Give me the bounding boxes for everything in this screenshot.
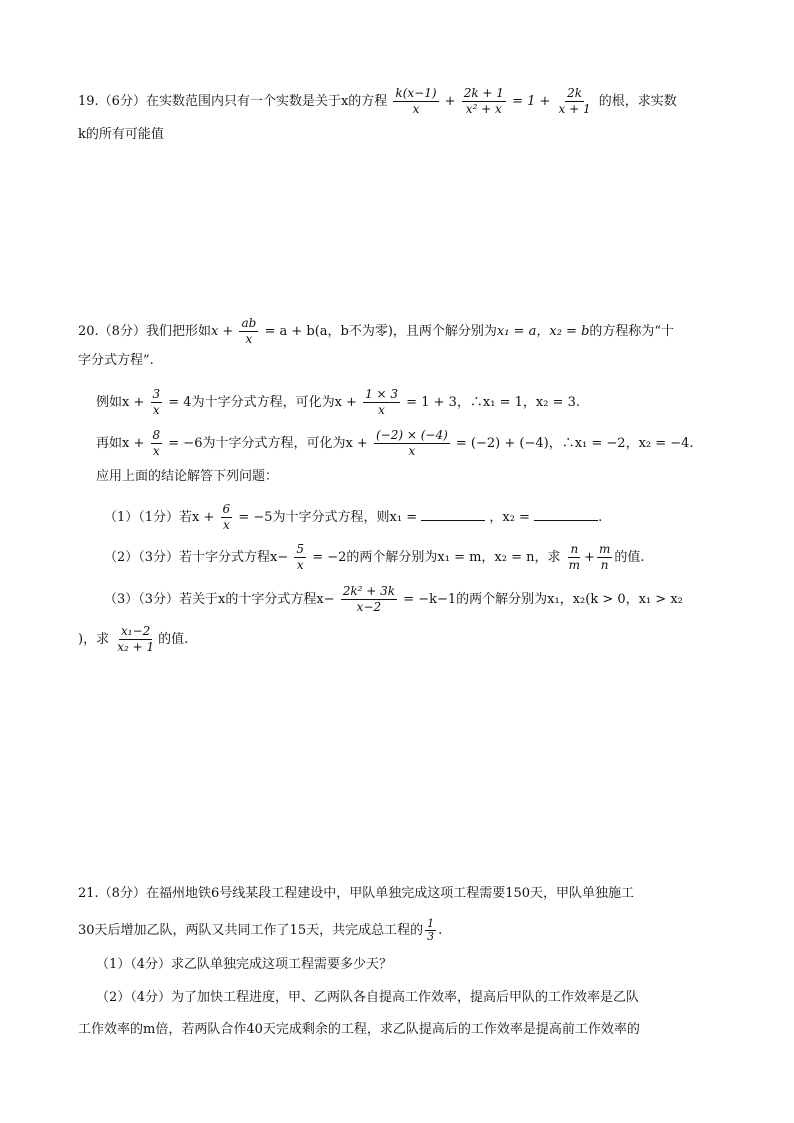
q20-p1-fraction: $\frac{6}{x}$ [222,502,231,532]
q20-head: 20.（8分）我们把形如 [78,324,211,339]
q21-line1: 21.（8分）在福州地铁6号线某段工程建设中，甲队单独完成这项工程需要150天，甲队单独施工 [78,886,635,901]
q20-def-solutions: x₁ = a，x₂ = b [496,324,590,339]
q19-tail: 的根，求实数 [598,94,677,109]
q21-line2 [78,918,442,943]
q21-part-2-line1: （2）（4分）为了加快工程进度，甲、乙两队各自提高工作效率，提高后甲队的工作效率是乙队 [96,990,640,1005]
q20-p1-a: （1）（1分）若x + [104,510,215,525]
q20-p2-plus: + [584,550,595,565]
q20-p2-b: = −2的两个解分别为x₁ = m，x₂ = n，求 [312,550,561,565]
q21-fraction: $\frac{1}{3}$ [427,917,435,943]
q20-def-rest: = a + b(a，b不为零)，且两个解分别为 [264,324,497,339]
q20-part-2 [104,542,644,573]
q20-ex2-fraction: $\frac{8}{x}$ [152,428,161,458]
q20-ex1-b: = 4为十字分式方程，可化为x + [168,395,357,410]
q20-ex2-c: = (−2) + (−4)，∴x₁ = −2，x₂ = −4. [455,436,694,451]
q19-plus: + [444,94,456,109]
q20-part-3 [104,584,683,615]
q20-p3-fraction: $\frac{\text{2k² + 3k}}{x-2}$ [342,584,396,614]
q19-equals: = 1 + [512,94,551,109]
q19-fraction-3: $\frac{2k}{x + 1}$ [558,86,591,116]
q20-p2-fraction-3: $\frac{m}{n}$ [598,542,611,572]
q21-part-2-line2: 工作效率的m倍，若两队合作40天完成剩余的工程，求乙队提高后的工作效率是提高前工作效率的 [78,1022,640,1037]
q20-p2-fraction-2: $\frac{n}{m}$ [568,542,581,572]
q20-apply: 应用上面的结论解答下列问题： [96,469,279,484]
q20-p3-a: （3）（3分）若关于x的十字分式方程x− [104,592,335,607]
q20-p3-b: = −k−1的两个解分别为x₁，x₂(k > 0，x₁ > x₂ [403,592,683,607]
q20-p2-fraction: $\frac{5}{x}$ [296,542,305,572]
q19-fraction-2: $\frac{2k + 1}{\text{x² + x}}$ [463,86,504,116]
q20-ex1-a: 例如x + [96,395,145,410]
q20-p3-c: )，求 [78,632,110,647]
q20-ex1-c: = 1 + 3，∴x₁ = 1，x₂ = 3. [406,395,580,410]
q19-head: 19.（6分）在实数范围内只有一个实数是关于x的方程 [78,94,388,109]
answer-blank-x1[interactable] [421,508,485,521]
q20-line2: 字分式方程”. [78,353,154,368]
q20-ex1-fraction: $\frac{3}{x}$ [152,387,161,417]
q20-line1 [78,316,674,347]
q21-line2-b: . [438,923,443,938]
q20-p2-c: 的值. [614,550,645,565]
q20-example-2 [96,428,694,459]
q20-def-x: x + [210,324,234,339]
q20-part-1 [104,502,602,533]
q21-part-1: （1）（4分）求乙队单独完成这项工程需要多少天？ [96,957,393,972]
q20-ex2-fraction-2: $\frac{(-2) \times (-4)}{x}$ [375,428,448,458]
q20-p1-d: . [598,510,603,525]
q19-line1 [78,86,677,117]
q20-def-tail: 的方程称为“十 [589,324,675,339]
answer-blank-x2[interactable] [534,508,598,521]
q19-fraction-1: $\frac{k(x-1)}{x}$ [395,86,437,116]
q20-example-1 [96,387,580,418]
q20-ex2-b: = −6为十字分式方程，可化为x + [168,436,368,451]
q20-p1-b: = −5为十字分式方程，则x₁ = [238,510,418,525]
q20-ex2-a: 再如x + [96,436,145,451]
q19-line2: k的所有可能值 [78,127,164,142]
q20-part-3-cont [78,624,188,655]
q20-p3-fraction-2: $\frac{\text{x₁−2}}{\text{x₂ + 1}}$ [117,624,155,654]
q21-line2-a: 30天后增加乙队，两队又共同工作了15天，共完成总工程的 [78,923,424,938]
q20-p3-d: 的值. [158,632,189,647]
q20-def-fraction: $\frac{ab}{x}$ [241,316,257,346]
q20-ex1-fraction-2: $\frac{1 \times 3}{x}$ [365,387,399,417]
q20-p1-c: ，x₂ = [489,510,530,525]
q20-p2-a: （2）（3分）若十字分式方程x− [104,550,289,565]
